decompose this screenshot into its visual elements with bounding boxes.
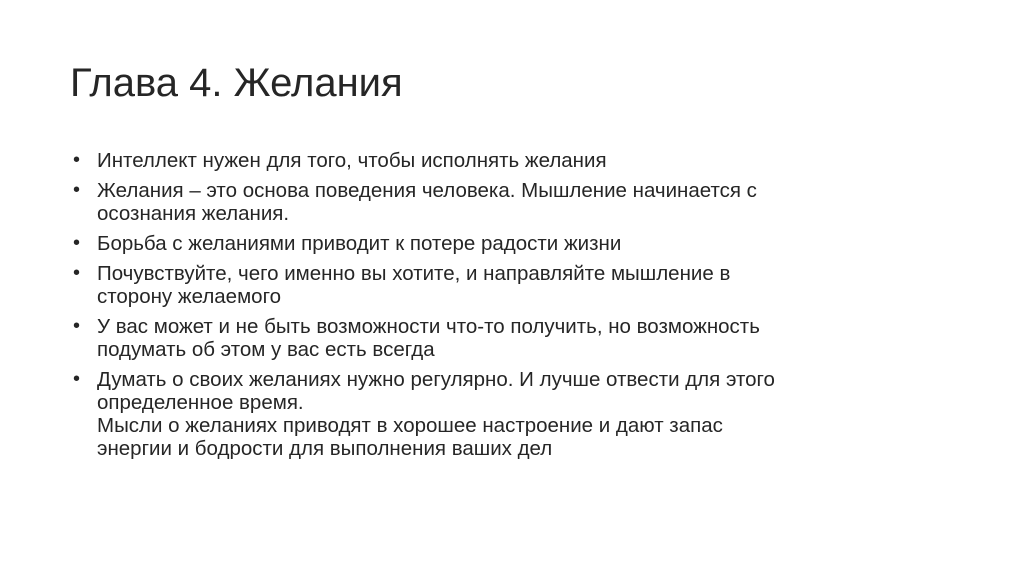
bullet-point-icon: • bbox=[73, 179, 81, 201]
bullet-text-line: Думать о своих желаниях нужно регулярно. И лучше отвести для этого bbox=[97, 368, 775, 391]
bullet-point-icon: • bbox=[73, 232, 81, 254]
bullet-list bbox=[73, 149, 953, 467]
bullet-point-icon: • bbox=[73, 149, 81, 171]
bullet-item bbox=[73, 315, 953, 361]
bullet-text-line: энергии и бодрости для выполнения ваших дел bbox=[97, 437, 553, 460]
bullet-point-icon: • bbox=[73, 368, 81, 390]
bullet-item bbox=[73, 262, 953, 308]
bullet-text-line: У вас может и не быть возможности что-то получить, но возможность bbox=[97, 315, 760, 338]
bullet-text-line: Интеллект нужен для того, чтобы исполнять желания bbox=[97, 149, 607, 172]
bullet-text-line: сторону желаемого bbox=[97, 285, 281, 308]
bullet-text-line: подумать об этом у вас есть всегда bbox=[97, 338, 435, 361]
bullet-point-icon: • bbox=[73, 262, 81, 284]
bullet-item bbox=[73, 149, 953, 172]
bullet-point-icon: • bbox=[73, 315, 81, 337]
bullet-text-line: Борьба с желаниями приводит к потере радости жизни bbox=[97, 232, 622, 255]
bullet-text-line: Почувствуйте, чего именно вы хотите, и направляйте мышление в bbox=[97, 262, 731, 285]
bullet-text-line: определенное время. bbox=[97, 391, 304, 414]
bullet-item bbox=[73, 179, 953, 225]
slide-title: Глава 4. Желания bbox=[70, 61, 403, 105]
bullet-text-line: Мысли о желаниях приводят в хорошее настроение и дают запас bbox=[97, 414, 723, 437]
bullet-item bbox=[73, 232, 953, 255]
bullet-text-line: осознания желания. bbox=[97, 202, 290, 225]
bullet-item bbox=[73, 368, 953, 460]
bullet-text-line: Желания – это основа поведения человека. Мышление начинается с bbox=[97, 179, 757, 202]
